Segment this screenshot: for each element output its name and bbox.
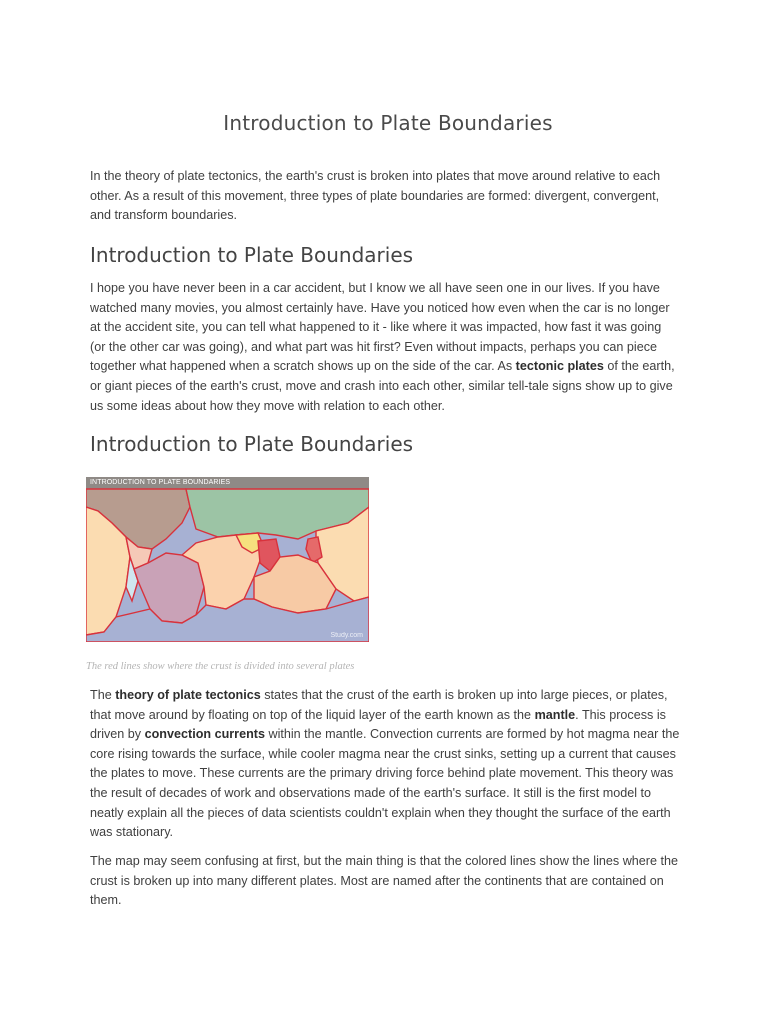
term-convection-currents: convection currents <box>144 727 265 742</box>
intro-paragraph: In the theory of plate tectonics, the earth's crust is broken into plates that move around relative to each other. As a result of this movement, three types of plate boundaries are formed: divergent, convergent, and transform boundaries. <box>90 169 661 223</box>
section-heading-1: Introduction to Plate Boundaries <box>90 243 414 267</box>
section-heading-2: Introduction to Plate Boundaries <box>90 432 414 456</box>
map-watermark: Study.com <box>330 632 363 639</box>
figure-caption: The red lines show where the crust is divided into several plates <box>86 661 355 672</box>
term-theory-of-plate-tectonics: theory of plate tectonics <box>115 688 261 702</box>
map-title-label: INTRODUCTION TO PLATE BOUNDARIES <box>90 479 231 486</box>
document-title: Introduction to Plate Boundaries <box>223 111 553 135</box>
term-tectonic-plates: tectonic plates <box>515 359 604 374</box>
car-accident-paragraph: I hope you have never been in a car accident, but I know we all have seen one in our lives. If you have watched many movies, you almost certainly have. Have you noticed how even when the car is no longer at the accident site, you can tell what happened to it - like where it was impacted, how fast it was going (or the other car was going), and what part was hit first? Even without impacts, perhaps you can piece together what happened when a scratch shows up on the side of the car. As tectonic plates of the earth, or giant pieces of the earth's crust, move and crash into each other, similar tell-tale signs show up to give us some ideas about how they move with relation to each other. <box>90 281 675 413</box>
map-explanation-paragraph: The map may seem confusing at first, but the main thing is that the colored lines show the lines where the crust is broken up into many different plates. Most are named after the continents that are contained on them. <box>90 854 679 908</box>
term-mantle: mantle <box>534 707 576 722</box>
theory-paragraph: The theory of plate tectonics states that the crust of the earth is broken up into large pieces, or plates, that move around by floating on top of the liquid layer of the earth known as the mantle. This process is driven by convection currents within the mantle. Convection currents are formed by hot magma near the core rising towards the surface, while cooler magma near the crust sinks, setting up a current that causes the plates to move. These currents are the primary driving force behind plate movement. This theory was the result of decades of work and observations made of the earth's surface. It still is the first model to neatly explain all the pieces of data scientists couldn't explain when they thought the surface of the earth was stationary. <box>90 688 680 840</box>
plate-boundaries-map <box>86 477 369 642</box>
world-plates-map-graphic <box>86 477 369 642</box>
